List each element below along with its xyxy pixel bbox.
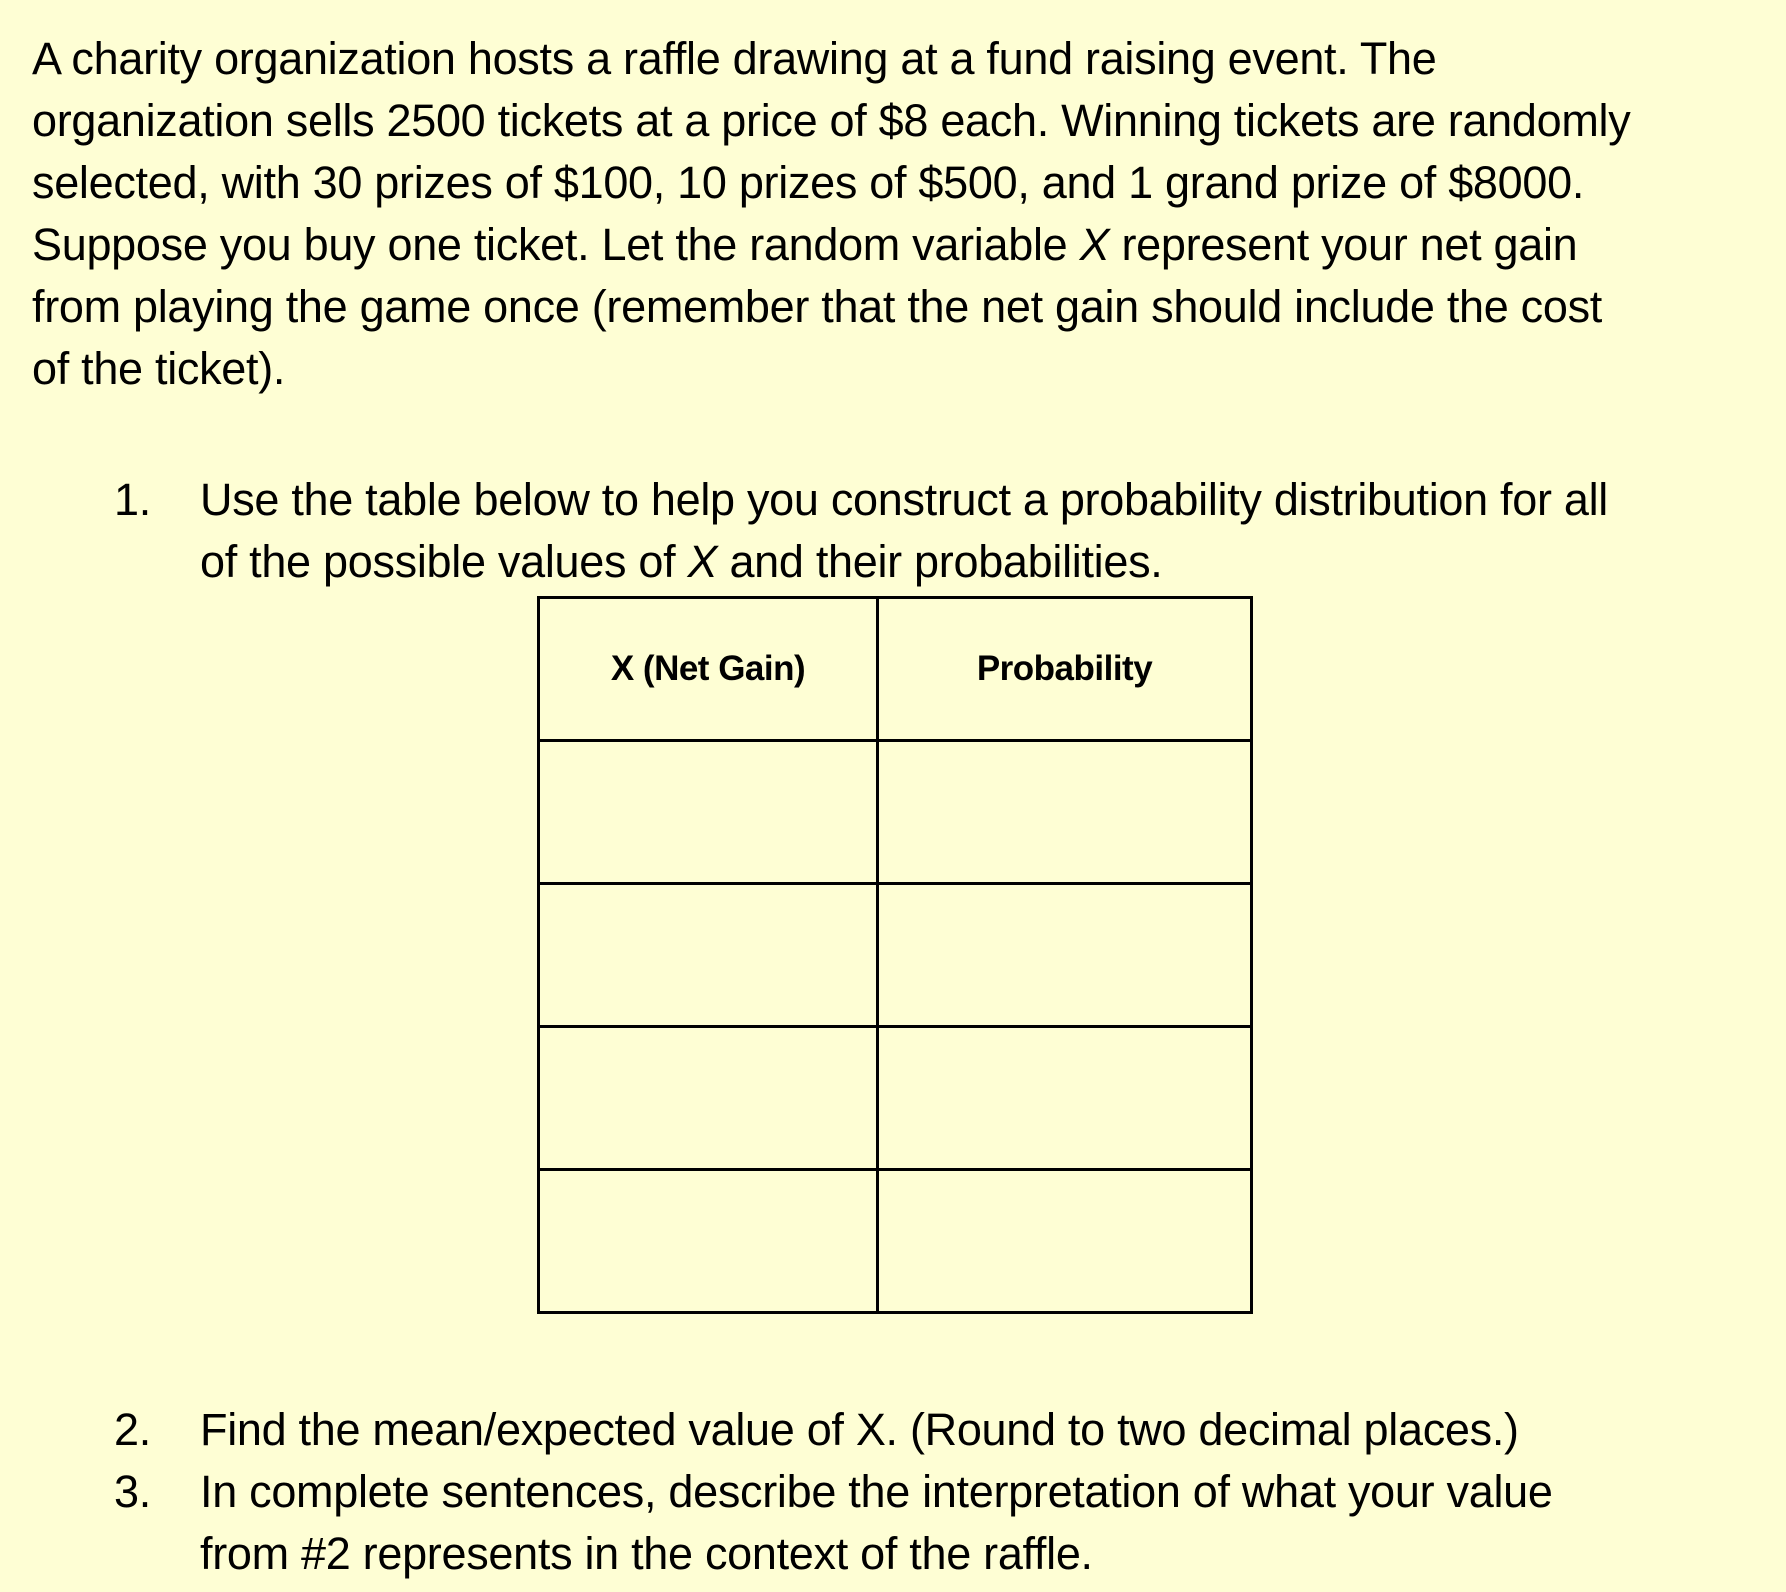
question-3-line-2: from #2 represents in the context of the raffle. xyxy=(200,1528,1093,1579)
question-3-text xyxy=(200,1461,1760,1585)
intro-line-3: selected, with 30 prizes of $100, 10 prizes of $500, and 1 grand prize of $8000. xyxy=(32,157,1585,208)
intro-line-4-pre: Suppose you buy one ticket. Let the random variable xyxy=(32,219,1068,270)
probability-cell[interactable] xyxy=(878,1027,1252,1170)
probability-distribution-table xyxy=(537,596,1253,1314)
net-gain-cell[interactable] xyxy=(539,1027,878,1170)
question-1-text xyxy=(200,469,1760,593)
probability-cell[interactable] xyxy=(878,741,1252,884)
net-gain-cell[interactable] xyxy=(539,884,878,1027)
question-3-line-1: In complete sentences, describe the interpretation of what your value xyxy=(200,1466,1553,1517)
problem-statement xyxy=(32,28,1762,400)
header-probability: Probability xyxy=(878,598,1252,741)
question-2-line-1: Find the mean/expected value of X. (Round to two decimal places.) xyxy=(200,1404,1519,1455)
intro-line-4 xyxy=(32,214,1762,276)
probability-cell[interactable] xyxy=(878,1170,1252,1313)
intro-line-2: organization sells 2500 tickets at a price of $8 each. Winning tickets are randomly xyxy=(32,95,1631,146)
table-header-row xyxy=(539,598,1252,741)
table-row xyxy=(539,1170,1252,1313)
question-1-number: 1. xyxy=(114,474,151,525)
question-1-line-2-post: and their probabilities. xyxy=(729,536,1163,587)
intro-line-1: A charity organization hosts a raffle drawing at a fund raising event. The xyxy=(32,33,1437,84)
question-2-text xyxy=(200,1399,1760,1461)
table-row xyxy=(539,884,1252,1027)
question-2-number: 2. xyxy=(114,1404,151,1455)
header-net-gain: X (Net Gain) xyxy=(539,598,878,741)
variable-x: X xyxy=(687,536,718,587)
intro-line-4-post: represent your net gain xyxy=(1121,219,1578,270)
question-3-number: 3. xyxy=(114,1466,151,1517)
net-gain-cell[interactable] xyxy=(539,741,878,884)
question-1-line-2-pre: of the possible values of xyxy=(200,536,676,587)
table-row xyxy=(539,1027,1252,1170)
table-row xyxy=(539,741,1252,884)
variable-x: X xyxy=(1079,219,1110,270)
question-1-line-2 xyxy=(200,531,1760,593)
intro-line-6: of the ticket). xyxy=(32,343,286,394)
probability-cell[interactable] xyxy=(878,884,1252,1027)
intro-line-5: from playing the game once (remember that the net gain should include the cost xyxy=(32,281,1603,332)
net-gain-cell[interactable] xyxy=(539,1170,878,1313)
question-1-line-1: Use the table below to help you construct a probability distribution for all xyxy=(200,474,1608,525)
